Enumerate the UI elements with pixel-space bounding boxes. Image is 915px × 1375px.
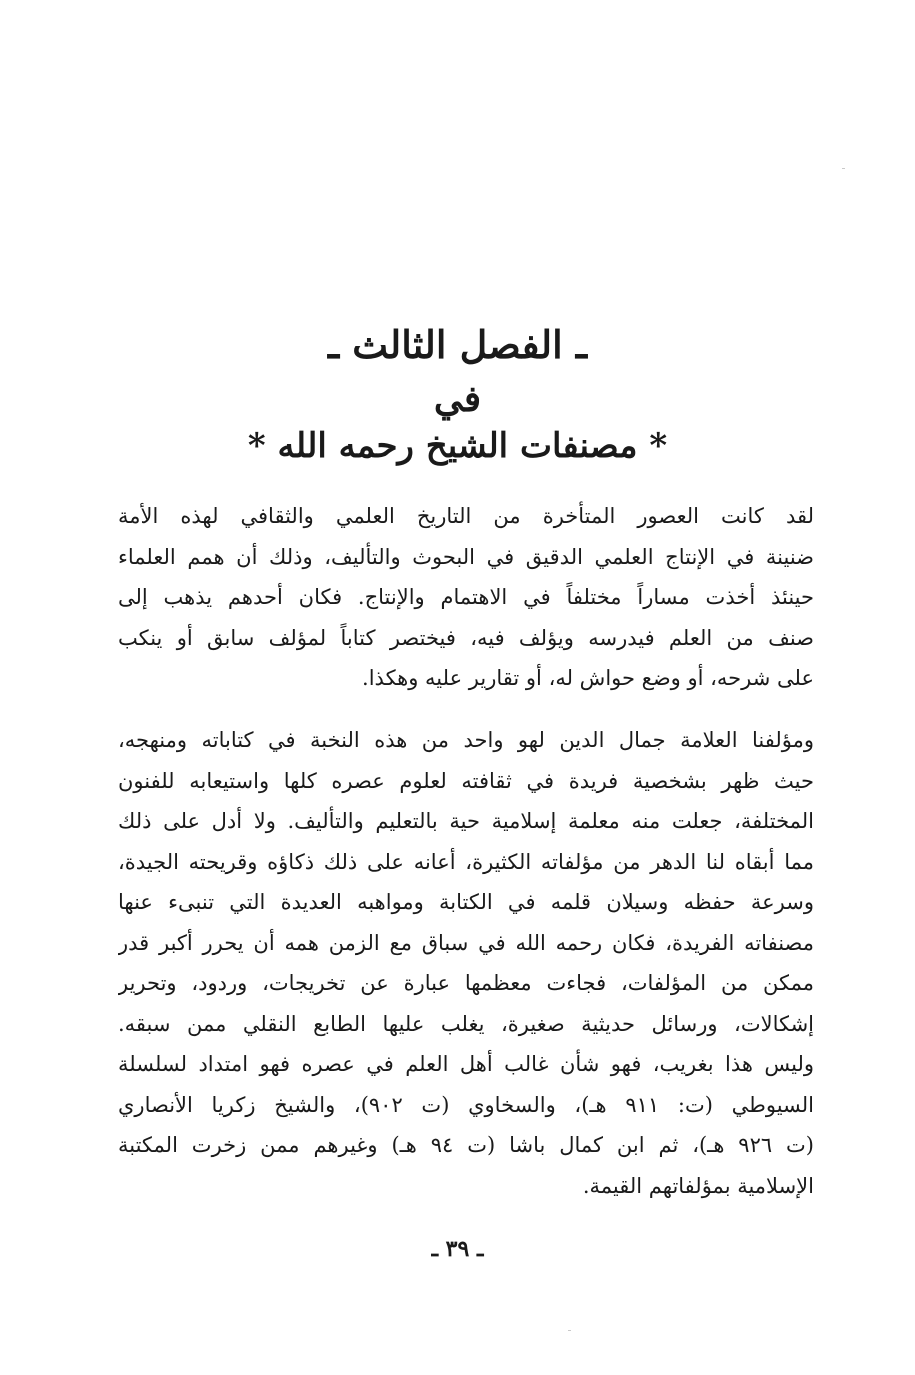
paragraph-2: [118, 720, 814, 1206]
scan-speck: [568, 1330, 571, 1331]
paragraph-line: على شرحه، أو وضع حواش له، أو تقارير عليه وهكذا.: [362, 666, 814, 690]
paragraph-line: صنف من العلم فيدرسه ويؤلف فيه، فيختصر كتاباً لمؤلف سابق أو ينكب: [118, 625, 814, 650]
paragraph-line: ممكن من المؤلفات، فجاءت معظمها عبارة عن تخريجات، وردود، وتحرير: [118, 971, 814, 995]
paragraph-line: مما أبقاه لنا الدهر من مؤلفاته الكثيرة، أعانه على ذلك ذكاؤه وقريحته الجيدة،: [118, 849, 814, 874]
paragraph-line: وليس هذا بغريب، فهو شأن غالب أهل العلم في عصره فهو امتداد لسلسلة: [118, 1052, 814, 1076]
paragraph-line: حيث ظهر بشخصية فريدة في ثقافته لعلوم عصره كلها واستيعابه للفنون: [118, 768, 814, 793]
paragraph-line: ومؤلفنا العلامة جمال الدين لهو واحد من هذه النخبة في كتاباته ومنهجه،: [118, 728, 814, 752]
paragraph-line: السيوطي (ت: ٩١١ هـ)، والسخاوي (ت ٩٠٢)، والشيخ زكريا الأنصاري: [118, 1092, 814, 1117]
chapter-connector: في: [433, 378, 482, 420]
page-number: ـ ٣٩ ـ: [431, 1236, 484, 1262]
chapter-title: ـ الفصل الثالث ـ: [327, 322, 588, 367]
paragraph-1: [118, 496, 814, 699]
paragraph-line: الإسلامية بمؤلفاتهم القيمة.: [582, 1173, 814, 1198]
paragraph-line: المختلفة، جعلت منه معلمة إسلامية حية بالتعليم والتأليف. ولا أدل على ذلك: [118, 809, 814, 833]
paragraph-line: لقد كانت العصور المتأخرة من التاريخ العلمي والثقافي لهذه الأمة: [118, 504, 814, 528]
scan-speck: [842, 168, 845, 169]
paragraph-line: وسرعة حفظه وسيلان قلمه في الكتابة ومواهبه العديدة التي تنبىء عنها: [118, 890, 814, 914]
paragraph-line: مصنفاته الفريدة، فكان رحمه الله في سباق مع الزمن همه أن يحرر أكبر قدر: [118, 930, 814, 955]
chapter-subtitle: * مصنفات الشيخ رحمه الله *: [247, 426, 668, 466]
paragraph-line: ضنينة في الإنتاج العلمي الدقيق في البحوث والتأليف، وذلك أن همم العلماء: [118, 544, 814, 569]
paragraph-line: حينئذ أخذت مساراً مختلفاً في الاهتمام والإنتاج. فكان أحدهم يذهب إلى: [118, 585, 814, 609]
paragraph-line: (ت ٩٢٦ هـ)، ثم ابن كمال باشا (ت ٩٤ هـ) وغيرهم ممن زخرت المكتبة: [118, 1133, 814, 1157]
paragraph-line: إشكالات، ورسائل حديثية صغيرة، يغلب عليها الطابع النقلي ممن سبقه.: [118, 1011, 814, 1036]
